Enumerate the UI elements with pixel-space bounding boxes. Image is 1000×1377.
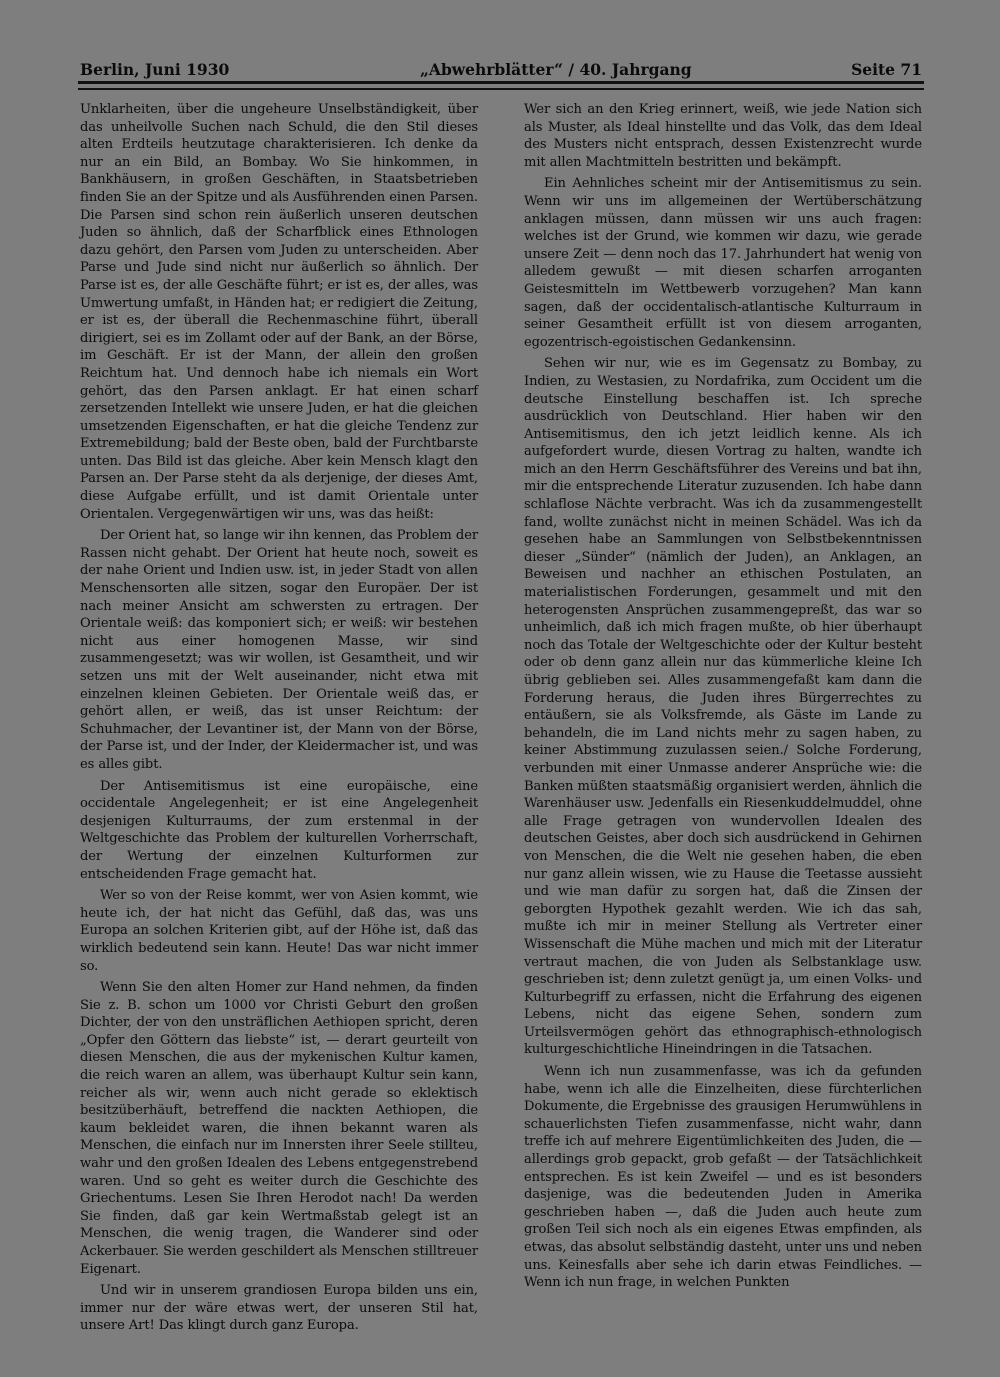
header-publication: „Abwehrblätter“ / 40. Jahrgang bbox=[420, 60, 692, 79]
left-column bbox=[80, 101, 478, 1334]
paragraph: Der Orient hat, so lange wir ihn kennen, das Problem der Rassen nicht gehabt. Der Orient hat heute noch, soweit es der nahe Orient und Indien usw. ist, in jeder Stadt von allen Menschensorten alle sitzen, sogar den Europäer. Der ist nach meiner Ansicht am schwersten zu ertragen. Der Orientale weiß: das komponiert sich; er weiß: wir bestehen nicht aus einer homogenen Masse, wir sind zusammengesetzt; was wir wollen, ist Gesamtheit, und wir setzen uns mit der Welt auseinander, nicht etwa mit einzelnen kleinen Gebieten. Der Orientale weiß das, er gehört allen, er weiß, das ist unser Reichtum: der Schuhmacher, der Levantiner ist, der Mann von der Börse, der Parse ist, und der Inder, der Kleidermacher ist, und was es alles gibt. bbox=[80, 528, 478, 772]
paragraph: Und wir in unserem grandiosen Europa bilden uns ein, immer nur der wäre etwas wert, der unseren Stil hat, unsere Art! Das klingt durch ganz Europa. bbox=[80, 1283, 478, 1334]
paragraph: Wenn ich nun zusammenfasse, was ich da gefunden habe, wenn ich alle die Einzelheiten, diese fürchterlichen Dokumente, die Ergebnisse des grausigen Herumwühlens in schauerlichsten Tiefen zusammenfasse, nicht wahr, dann treffe ich auf mehrere Eigentümlichkeiten des Juden, die — allerdings grob gepackt, grob gefaßt — der Tatsächlichkeit entsprechen. Es ist kein Zweifel — und es ist besonders dasjenige, was die bedeutenden Juden in Amerika geschrieben haben —, daß die Juden auch heute zum großen Teil sich noch als ein eigenes Etwas empfinden, als etwas, das absolut selbständig dasteht, unter uns und neben uns. Keinesfalls aber sehe ich darin etwas Feindliches. — Wenn ich nun frage, in welchen Punkten bbox=[524, 1064, 922, 1291]
paragraph: Sehen wir nur, wie es im Gegensatz zu Bombay, zu Indien, zu Westasien, zu Nordafrika, zum Occident um die deutsche Einstellung beschaffen ist. Ich spreche ausdrücklich von Deutschland. Hier haben wir den Antisemitismus, den ich jetzt leidlich kenne. Als ich aufgefordert wurde, diesen Vortrag zu halten, wandte ich mich an den Herrn Geschäftsführer des Vereins und bat ihn, mir die entsprechende Literatur zuzusenden. Ich habe dann schlaflose Nächte verbracht. Was ich da zusammengestellt fand, wollte zunächst nicht in meinen Schädel. Was ich da gesehen habe an Sammlungen von Selbstbekenntnissen dieser „Sünder“ (nämlich der Juden), an Anklagen, an Beweisen und nachher an ethischen Postulaten, an materialistischen Forderungen, gesammelt und mit den heterogensten Ansprüchen zusammengepreßt, das war so unheimlich, daß ich mich fragen mußte, ob hier überhaupt noch das Totale der Weltgeschichte oder der Kultur besteht oder ob denn ganz allein nur das kümmerliche kleine Ich übrig geblieben sei. Alles zusammengefaßt kam dann die Forderung heraus, die Juden ihres Bürgerrechtes zu entäußern, sie als Volksfremde, als Gäste im Lande zu behandeln, die im Land nichts mehr zu sagen haben, zu keiner Abstimmung zuzulassen seien./ Solche Forderung, verbunden mit einer Unmasse anderer Ansprüche wie: die Banken müßten staatsmäßig organisiert werden, ähnlich die Warenhäuser usw. Jedenfalls ein Riesenkuddelmuddel, ohne alle Frage getragen von wundervollen Idealen des deutschen Geistes, aber doch sich ausdrückend in Gehirnen von Menschen, die die Welt nie gesehen haben, die eben nur ganz allein wissen, wie zu Hause die Teetasse aussieht und wie man dafür zu sorgen hat, daß die Zinsen der geborgten Hypothek gezahlt werden. Wie ich das sah, mußte ich mir in meiner Stellung als Vertreter einer Wissenschaft die Mühe machen und mich mit der Literatur vertraut machen, die von Juden als Selbstanklage usw. geschrieben ist; denn zuletzt genügt ja, um einen Volks- und Kulturbegriff zu erfassen, nicht die Erfahrung des eigenen Lebens, nicht das eigene Sehen, sondern zum Urteilsvermögen gehört das ethnographisch-ethnologisch kulturgeschichtliche Hineindringen in die Tatsachen. bbox=[524, 356, 922, 1058]
paragraph: Der Antisemitismus ist eine europäische, eine occidentale Angelegenheit; er ist eine Angelegenheit desjenigen Kulturraums, der zum erstenmal in der Weltgeschichte das Problem der kulturellen Vorherrschaft, der Wertung der einzelnen Kulturformen zur entscheidenden Frage gemacht hat. bbox=[80, 778, 478, 882]
paragraph: Wer so von der Reise kommt, wer von Asien kommt, wie heute ich, der hat nicht das Gefühl, daß das, was uns Europa an solchen Kriterien gibt, auf der Höhe ist, daß das wirklich bedeutend sein kann. Heute! Das war nicht immer so. bbox=[80, 888, 478, 974]
paragraph: Ein Aehnliches scheint mir der Antisemitismus zu sein. Wenn wir uns im allgemeinen der Wertüberschätzung anklagen müssen, dann müssen wir uns auch fragen: welches ist der Grund, wie kommen wir dazu, wie gerade unsere Zeit — denn noch das 17. Jahrhundert hat wenig von alledem gewußt — mit diesen scharfen arroganten Geistesmitteln im Wettbewerb vorzugehen? Man kann sagen, daß der occidentalisch-atlantische Kulturraum in seiner Gesamtheit erfüllt ist von diesem arroganten, egozentrisch-egoistischen Gedankensinn. bbox=[524, 176, 922, 350]
paragraph: Unklarheiten, über die ungeheure Unselbständigkeit, über das unheilvolle Suchen nach Schuld, die den Stil dieses alten Erdteils heutzutage charakterisieren. Ich denke da nur an ein Bild, an Bombay. Wo Sie hinkommen, in Bankhäusern, in großen Geschäften, in Staatsbetrieben finden Sie an der Spitze und als Ausführenden einen Parsen. Die Parsen sind schon rein äußerlich unseren deutschen Juden so ähnlich, daß der Scharfblick eines Ethnologen dazu gehört, den Parsen vom Juden zu unterscheiden. Aber Parse und Jude sind nicht nur äußerlich so ähnlich. Der Parse ist es, der alle Geschäfte führt; er ist es, der alles, was Umwertung umfaßt, in Händen hat; er redigiert die Zeitung, er ist es, der überall die Rechenmaschine führt, überall dirigiert, sei es im Zollamt oder auf der Bank, an der Börse, im Geschäft. Er ist der Mann, der allein den großen Reichtum hat. Und dennoch habe ich niemals ein Wort gehört, das den Parsen anklagt. Er hat einen scharf zersetzenden Intellekt wie unsere Juden, er hat die gleichen umsetzenden Eigenschaften, er hat die gleiche Tendenz zur Extremebildung; bald der Beste oben, bald der Furchtbarste unten. Das Bild ist das gleiche. Aber kein Mensch klagt den Parsen an. Der Parse steht da als derjenige, der dieses Amt, diese Aufgabe erfüllt, und ist damit Orientale unter Orientalen. Vergegenwärtigen wir uns, was das heißt: bbox=[80, 102, 478, 522]
header-rule bbox=[78, 81, 924, 84]
header-place-date: Berlin, Juni 1930 bbox=[80, 60, 230, 79]
header-rule-thin bbox=[78, 88, 924, 90]
paragraph: Wer sich an den Krieg erinnert, weiß, wie jede Nation sich als Muster, als Ideal hinstellte und das Volk, das dem Ideal des Musters nicht entsprach, dessen Existenzrecht wurde mit allen Machtmitteln bestritten und bekämpft. bbox=[524, 102, 922, 170]
right-column bbox=[524, 101, 922, 1311]
running-header bbox=[80, 60, 922, 82]
header-page-number: Seite 71 bbox=[851, 60, 922, 79]
paragraph: Wenn Sie den alten Homer zur Hand nehmen, da finden Sie z. B. schon um 1000 vor Christi Geburt den großen Dichter, der von den unsträflichen Aethiopen spricht, deren „Opfer den Göttern das liebste“ ist, — derart geurteilt von diesen Menschen, die aus der mykenischen Kultur kamen, die reich waren an allem, was überhaupt Kultur sein kann, reicher als wir, wenn auch nicht gerade so eklektisch besitzüberhäuft, betreffend die nackten Aethiopen, die kaum bekleidet waren, die ihnen bekannt waren als Menschen, die einfach nur im Innersten ihrer Seele stillteu, wahr und den großen Idealen des Lebens entgegenstrebend waren. Und so geht es weiter durch die Geschichte des Griechentums. Lesen Sie Ihren Herodot nach! Da werden Sie finden, daß gar kein Wertmaßstab gelegt ist an Menschen, die wenig tragen, die Wanderer sind oder Ackerbauer. Sie werden geschildert als Menschen stilltreuer Eigenart. bbox=[80, 980, 478, 1277]
